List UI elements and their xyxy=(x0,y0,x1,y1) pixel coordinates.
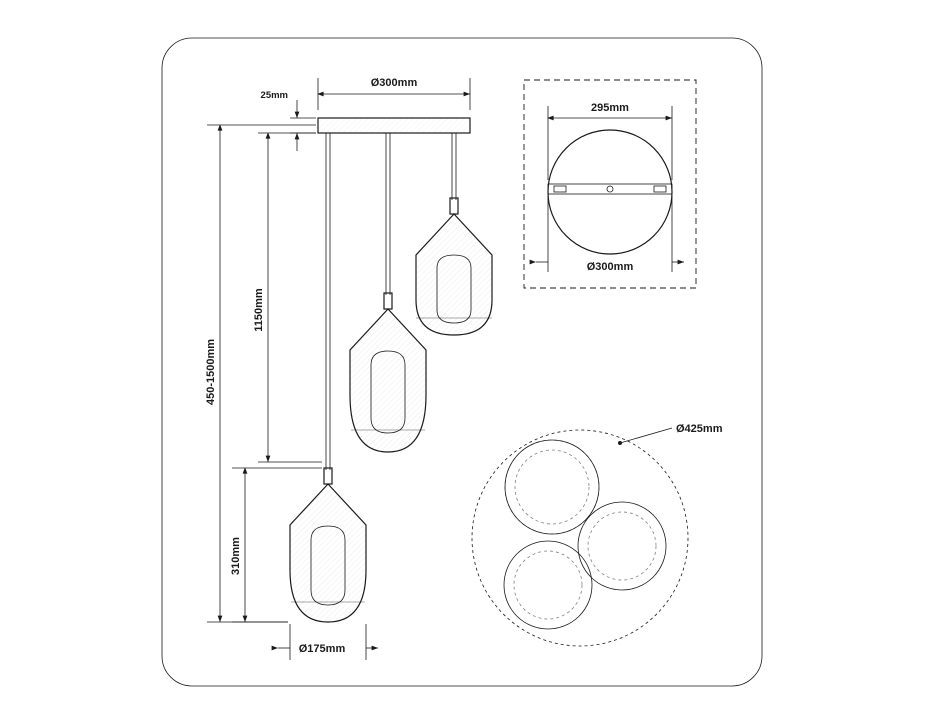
dim-cord-length xyxy=(258,133,322,462)
label-mount-plate-diameter: Ø300mm xyxy=(586,261,634,273)
dim-canopy-height xyxy=(290,100,316,151)
label-swing-diameter: Ø425mm xyxy=(676,423,723,435)
label-canopy-diameter: Ø300mm xyxy=(370,77,418,89)
label-cord-length: 1150mm xyxy=(253,288,265,332)
shade-middle xyxy=(350,293,426,452)
label-drop-range: 450-1500mm xyxy=(205,338,217,406)
canopy xyxy=(318,118,470,133)
shade-lower xyxy=(290,468,366,622)
label-canopy-height: 25mm xyxy=(260,90,288,101)
label-shade-height: 310mm xyxy=(230,537,242,575)
top-plan-view xyxy=(472,428,688,646)
shade-upper xyxy=(416,198,492,335)
label-mount-plate-width: 295mm xyxy=(591,102,629,114)
label-shade-diameter: Ø175mm xyxy=(298,643,346,655)
